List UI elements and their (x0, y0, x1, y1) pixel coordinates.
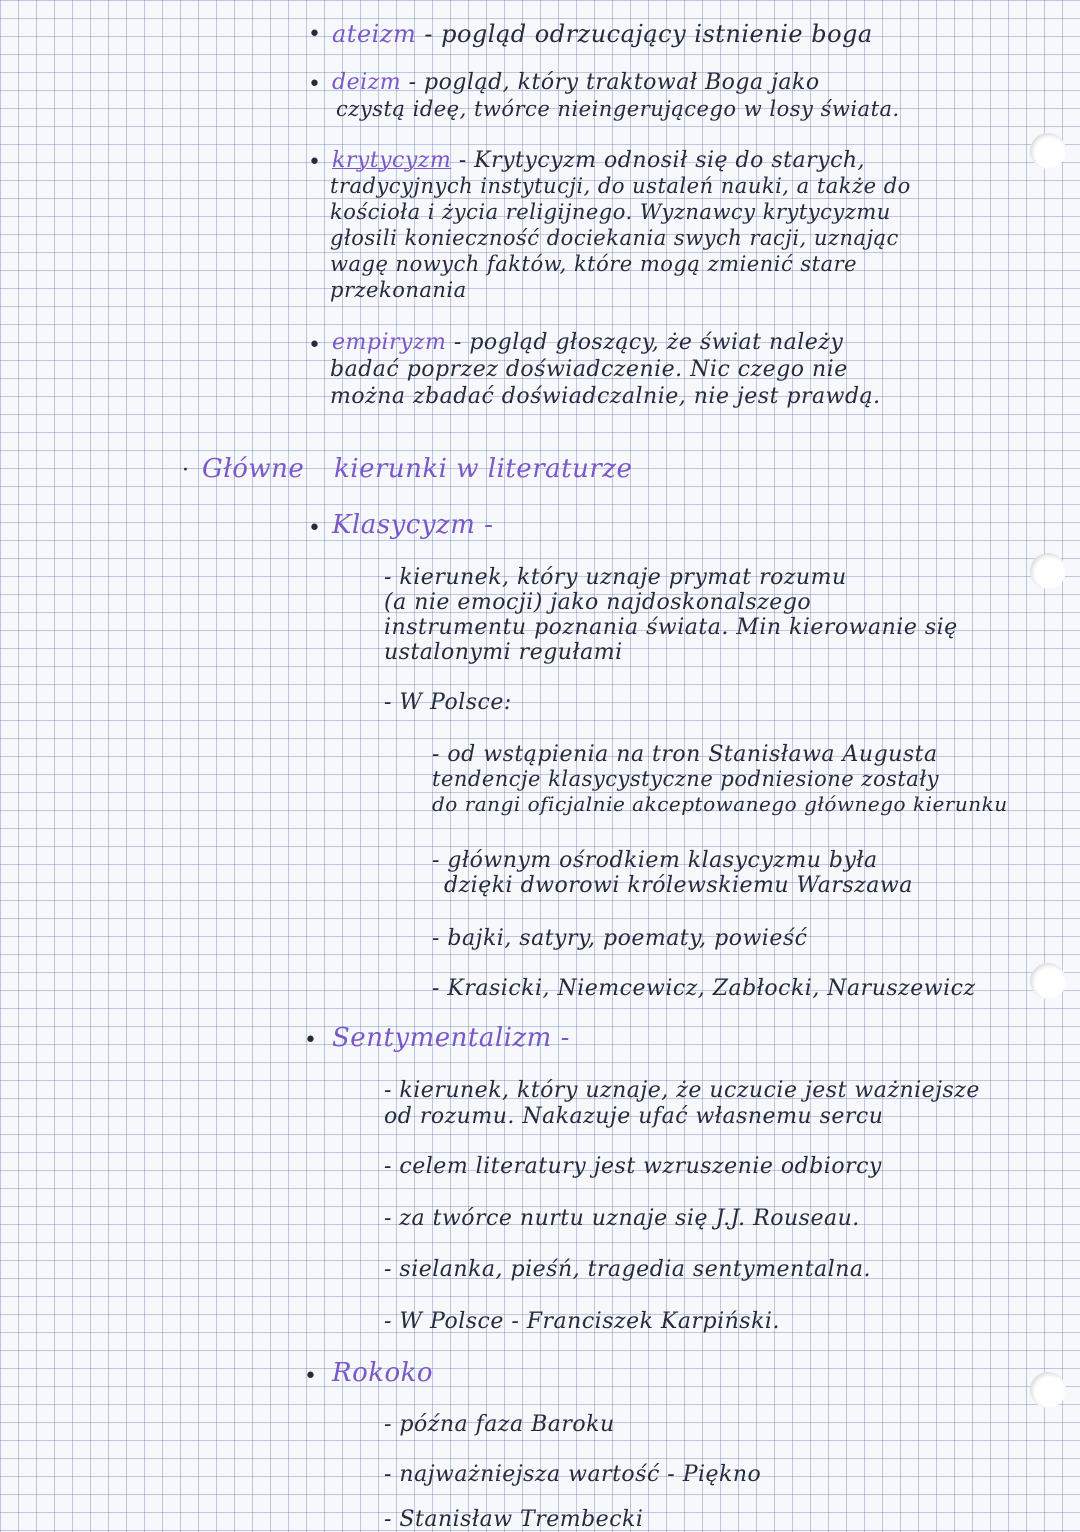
klasycyzm-point: - od wstąpienia na tron Stanisława Augusta (432, 742, 938, 767)
term-line: kościoła i życia religijnego. Wyznawcy krytycyzmu (330, 200, 891, 224)
bullet: • (308, 150, 321, 175)
term-label: deizm (332, 70, 402, 95)
term-line: czystą ideę, twórce nieingerującego w losy świata. (336, 97, 900, 121)
punch-hole (1030, 963, 1066, 999)
term-line: wagę nowych faktów, które mogą zmienić stare (330, 252, 858, 276)
term-label: krytycyzm (332, 148, 452, 173)
klasycyzm-point: do rangi oficjalnie akceptowanego głównego kierunku (432, 792, 1008, 816)
klasycyzm-poland-label: - W Polsce: (384, 690, 512, 715)
sentymentalizm-title: Sentymentalizm - (332, 1023, 570, 1053)
sentymentalizm-point: - za twórce nurtu uznaje się J.J. Rouseau. (384, 1206, 860, 1231)
klasycyzm-point: - Krasicki, Niemcewicz, Zabłocki, Naruszewicz (432, 976, 976, 1001)
section-label: Główne (202, 454, 305, 484)
sentymentalizm-point: - celem literatury jest wzruszenie odbiorcy (384, 1154, 882, 1179)
section-title: kierunki w literaturze (334, 454, 633, 484)
term-line: przekonania (330, 278, 467, 302)
term-line: - pogląd głoszący, że świat należy (453, 330, 844, 355)
term-krytycyzm (332, 148, 865, 173)
klasycyzm-point: - bajki, satyry, poematy, powieść (432, 926, 808, 951)
rokoko-point: - Stanisław Trembecki (384, 1507, 644, 1532)
sentymentalizm-point: od rozumu. Nakazuje ufać własnemu sercu (384, 1104, 884, 1129)
klasycyzm-point: dzięki dworowi królewskiemu Warszawa (444, 873, 913, 898)
term-empiryzm (332, 330, 843, 355)
term-line: badać poprzez doświadczenie. Nic czego nie (330, 357, 848, 382)
term-label: empiryzm (332, 330, 447, 355)
term-line: - pogląd, który traktował Boga jako (408, 70, 820, 95)
bullet: • (308, 72, 321, 97)
rokoko-title: Rokoko (332, 1358, 434, 1388)
bullet: • (308, 516, 321, 541)
term-line: można zbadać doświadczalnie, nie jest prawdą. (330, 384, 881, 409)
bullet: • (308, 22, 321, 47)
klasycyzm-def-line: instrumentu poznania świata. Min kierowanie się (384, 615, 958, 640)
klasycyzm-point: tendencje klasycystyczne podniesione zostały (432, 767, 939, 791)
term-line: tradycyjnych instytucji, do ustaleń nauki, a także do (330, 174, 911, 198)
term-ateizm (332, 20, 873, 48)
klasycyzm-def-line: ustalonymi regułami (384, 640, 623, 665)
rokoko-point: - późna faza Baroku (384, 1412, 615, 1437)
klasycyzm-def-line: (a nie emocji) jako najdoskonalszego (384, 590, 812, 615)
rokoko-point: - najważniejsza wartość - Piękno (384, 1462, 762, 1487)
bullet: • (304, 1028, 317, 1053)
punch-hole (1030, 553, 1066, 589)
bullet: • (308, 333, 321, 358)
klasycyzm-def-line: - kierunek, który uznaje prymat rozumu (384, 565, 847, 590)
term-label: ateizm (332, 20, 417, 48)
sentymentalizm-point: - kierunek, który uznaje, że uczucie jest ważniejsze (384, 1078, 980, 1103)
sentymentalizm-point: - sielanka, pieśń, tragedia sentymentalna. (384, 1257, 871, 1282)
bullet: • (304, 1364, 317, 1389)
klasycyzm-point: - głównym ośrodkiem klasycyzmu była (432, 848, 878, 873)
klasycyzm-title: Klasycyzm - (332, 510, 494, 540)
punch-hole (1030, 133, 1066, 169)
sentymentalizm-point: - W Polsce - Franciszek Karpiński. (384, 1309, 780, 1334)
bullet: · (182, 458, 189, 483)
term-line: - Krytycyzm odnosił się do starych, (458, 148, 866, 173)
term-deizm (332, 70, 820, 95)
punch-hole (1030, 1372, 1066, 1408)
term-line: głosili konieczność dociekania swych racji, uznając (330, 226, 899, 250)
term-line: - pogląd odrzucający istnienie boga (424, 20, 873, 48)
